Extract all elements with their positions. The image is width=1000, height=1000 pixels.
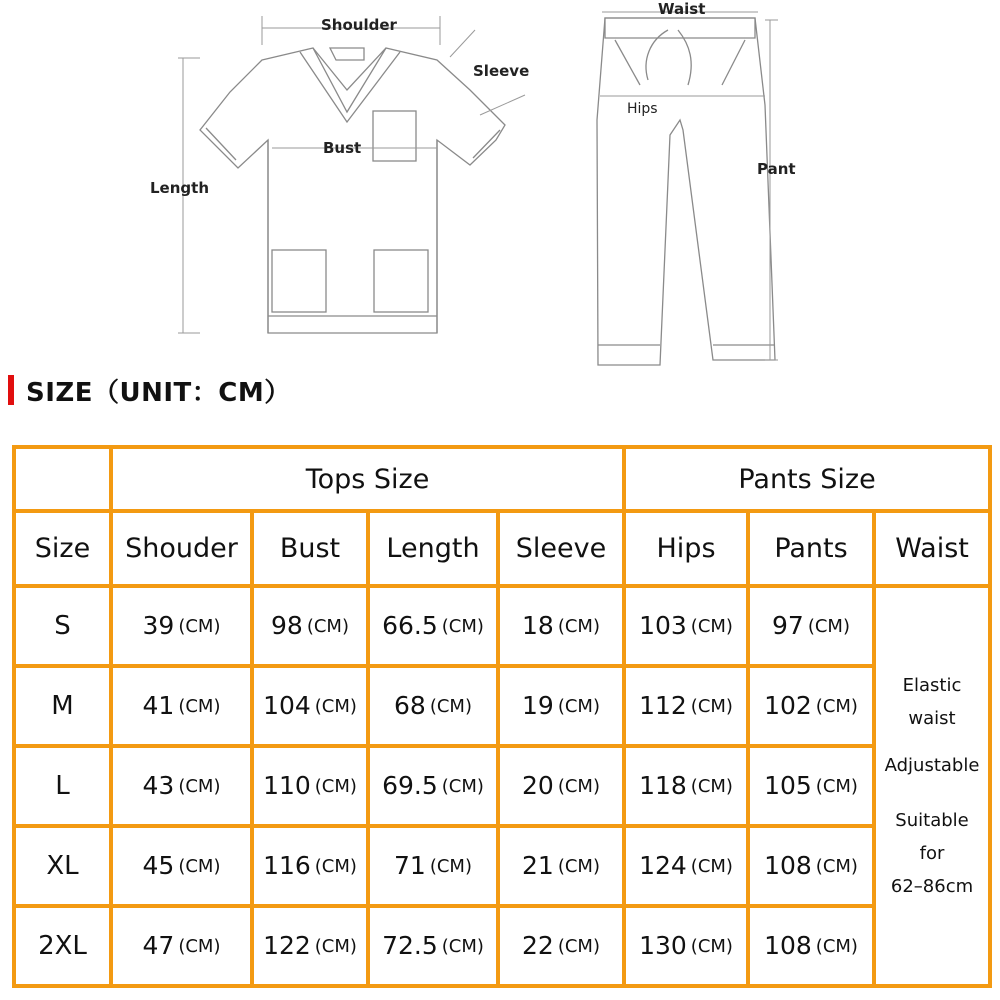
sleeve-cell — [498, 746, 624, 826]
bust-value: 116 — [263, 851, 311, 880]
unit-label: (CM) — [441, 776, 484, 797]
col-header-shoulder: Shouder — [111, 511, 252, 586]
col-header-bust: Bust — [252, 511, 368, 586]
shoulder-label: Shoulder — [321, 16, 397, 34]
shoulder-cell — [111, 906, 252, 986]
sleeve-value: 22 — [522, 931, 554, 960]
hips-cell — [624, 666, 748, 746]
pants-cell — [748, 746, 874, 826]
size-cell: 2XL — [14, 906, 111, 986]
hips-value: 124 — [639, 851, 687, 880]
unit-label: (CM) — [557, 776, 600, 797]
pants-size-header: Pants Size — [624, 447, 990, 511]
waist-note-line: Elastic — [902, 675, 962, 696]
unit-label: (CM) — [314, 776, 357, 797]
shoulder-cell — [111, 826, 252, 906]
hips-value: 130 — [639, 931, 687, 960]
sleeve-label: Sleeve — [473, 62, 530, 80]
unit-label: (CM) — [557, 616, 600, 637]
bust-cell — [252, 586, 368, 666]
shoulder-value: 41 — [142, 691, 175, 720]
waist-note-line: waist — [908, 708, 956, 729]
unit-label: (CM) — [557, 856, 600, 877]
length-cell — [368, 666, 498, 746]
col-header-size: Size — [14, 511, 111, 586]
length-label: Length — [150, 179, 209, 197]
waist-label: Waist — [658, 0, 706, 18]
size-row — [14, 746, 990, 826]
unit-label: (CM) — [178, 856, 221, 877]
size-heading-text: SIZE（UNIT：CM） — [26, 377, 291, 408]
shoulder-value: 45 — [142, 851, 175, 880]
shoulder-cell — [111, 746, 252, 826]
bust-label: Bust — [323, 139, 362, 157]
unit-label: (CM) — [807, 616, 850, 637]
length-cell — [368, 746, 498, 826]
pants-value: 102 — [764, 691, 812, 720]
column-header-row — [14, 511, 990, 586]
size-cell: M — [14, 666, 111, 746]
sleeve-value: 21 — [522, 851, 554, 880]
group-header-row — [14, 447, 990, 511]
tops-size-header: Tops Size — [111, 447, 624, 511]
shoulder-value: 47 — [142, 931, 175, 960]
unit-label: (CM) — [314, 856, 357, 877]
hips-label: Hips — [627, 101, 658, 117]
col-header-length: Length — [368, 511, 498, 586]
unit-label: (CM) — [306, 616, 349, 637]
hips-cell — [624, 746, 748, 826]
unit-label: (CM) — [690, 616, 733, 637]
corner-cell — [14, 447, 111, 511]
unit-label: (CM) — [815, 936, 858, 957]
sleeve-value: 19 — [522, 691, 554, 720]
unit-label: (CM) — [178, 776, 221, 797]
unit-label: (CM) — [557, 936, 600, 957]
bust-value: 98 — [271, 611, 303, 640]
size-cell: S — [14, 586, 111, 666]
length-cell — [368, 826, 498, 906]
scrub-top-drawing — [200, 48, 505, 333]
pants-value: 108 — [764, 931, 812, 960]
size-row — [14, 906, 990, 986]
bust-value: 110 — [263, 771, 311, 800]
length-value: 69.5 — [382, 771, 438, 800]
length-value: 68 — [394, 691, 426, 720]
scrub-pants-drawing — [597, 18, 775, 365]
col-header-hips: Hips — [624, 511, 748, 586]
unit-label: (CM) — [815, 696, 858, 717]
bust-value: 122 — [263, 931, 311, 960]
waist-note-line: for — [919, 843, 945, 864]
unit-label: (CM) — [557, 696, 600, 717]
unit-label: (CM) — [815, 856, 858, 877]
sleeve-cell — [498, 586, 624, 666]
hips-cell — [624, 586, 748, 666]
length-value: 66.5 — [382, 611, 438, 640]
unit-label: (CM) — [690, 936, 733, 957]
unit-label: (CM) — [429, 856, 472, 877]
sleeve-cell — [498, 826, 624, 906]
size-row — [14, 666, 990, 746]
measurement-diagram — [0, 0, 1000, 370]
size-heading — [8, 372, 291, 408]
pants-value: 97 — [772, 611, 804, 640]
pants-cell — [748, 906, 874, 986]
length-cell — [368, 586, 498, 666]
waist-note-cell — [874, 586, 990, 986]
unit-label: (CM) — [690, 856, 733, 877]
size-row — [14, 586, 990, 666]
size-row — [14, 826, 990, 906]
waist-note-line: Suitable — [895, 810, 969, 831]
hips-cell — [624, 906, 748, 986]
unit-label: (CM) — [314, 936, 357, 957]
unit-label: (CM) — [690, 776, 733, 797]
sleeve-value: 20 — [522, 771, 554, 800]
bust-cell — [252, 826, 368, 906]
bust-value: 104 — [263, 691, 311, 720]
hips-value: 112 — [639, 691, 687, 720]
size-cell: L — [14, 746, 111, 826]
waist-note-line: Adjustable — [884, 755, 980, 776]
unit-label: (CM) — [178, 936, 221, 957]
unit-label: (CM) — [441, 936, 484, 957]
hips-value: 118 — [639, 771, 687, 800]
size-cell: XL — [14, 826, 111, 906]
unit-label: (CM) — [815, 776, 858, 797]
length-value: 72.5 — [382, 931, 438, 960]
shoulder-cell — [111, 666, 252, 746]
length-value: 71 — [394, 851, 426, 880]
hips-cell — [624, 826, 748, 906]
unit-label: (CM) — [441, 616, 484, 637]
pants-value: 105 — [764, 771, 812, 800]
col-header-sleeve: Sleeve — [498, 511, 624, 586]
col-header-pants: Pants — [748, 511, 874, 586]
hips-value: 103 — [639, 611, 687, 640]
col-header-waist: Waist — [874, 511, 990, 586]
bust-cell — [252, 666, 368, 746]
unit-label: (CM) — [429, 696, 472, 717]
sleeve-cell — [498, 666, 624, 746]
sleeve-value: 18 — [522, 611, 554, 640]
shoulder-cell — [111, 586, 252, 666]
pants-cell — [748, 666, 874, 746]
unit-label: (CM) — [178, 696, 221, 717]
bust-cell — [252, 746, 368, 826]
shoulder-value: 43 — [142, 771, 175, 800]
pants-cell — [748, 826, 874, 906]
waist-note-line: 62–86cm — [890, 876, 974, 897]
unit-label: (CM) — [314, 696, 357, 717]
pants-cell — [748, 586, 874, 666]
size-chart-table — [12, 445, 992, 988]
unit-label: (CM) — [690, 696, 733, 717]
heading-accent-bar — [8, 375, 14, 405]
sleeve-cell — [498, 906, 624, 986]
bust-cell — [252, 906, 368, 986]
pant-label: Pant — [757, 160, 796, 178]
unit-label: (CM) — [178, 616, 221, 637]
pants-value: 108 — [764, 851, 812, 880]
length-cell — [368, 906, 498, 986]
shoulder-value: 39 — [142, 611, 175, 640]
